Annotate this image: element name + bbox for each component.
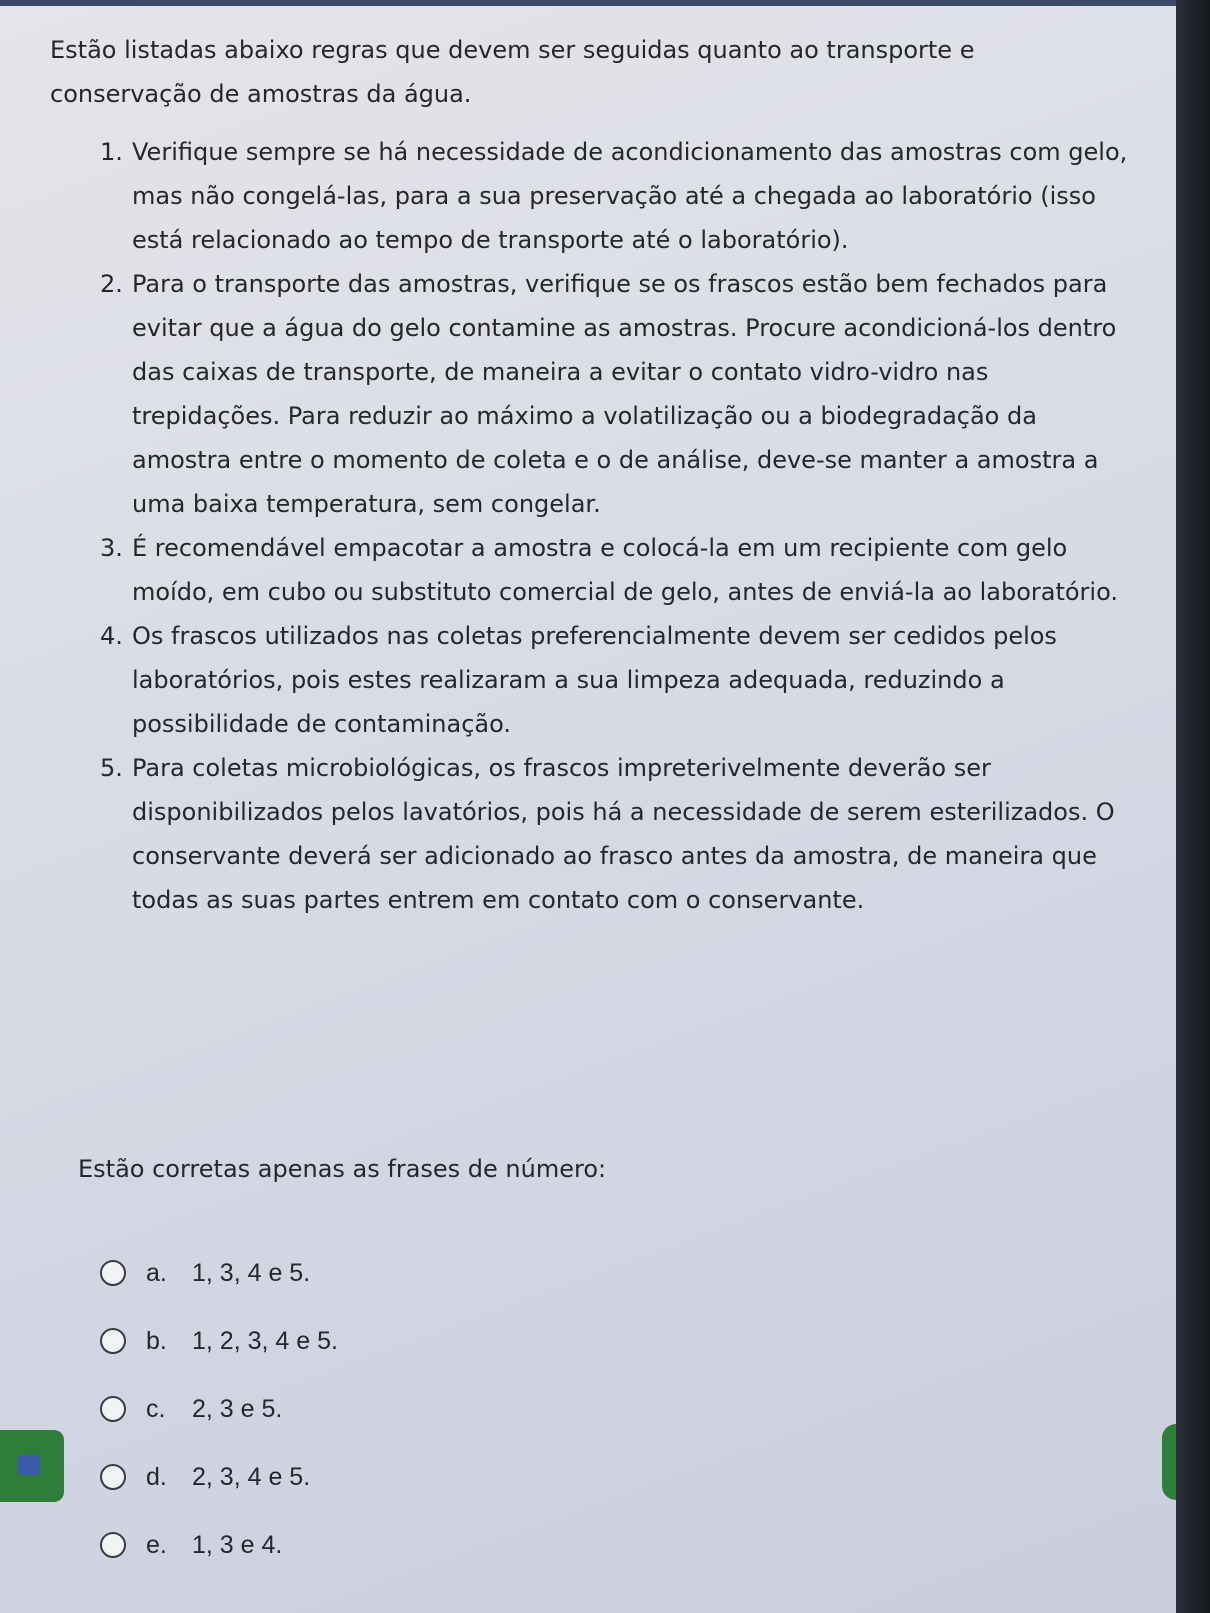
option-letter: c. [146, 1394, 166, 1423]
rule-number: 4. [100, 622, 123, 650]
rule-item-5 [100, 746, 1130, 922]
option-e[interactable] [100, 1526, 338, 1564]
answer-options [100, 1254, 338, 1594]
radio-button-b[interactable] [100, 1328, 126, 1354]
option-a[interactable] [100, 1254, 338, 1292]
rule-text: Para o transporte das amostras, verifique se os frascos estão bem fechados para evitar que a água do gelo contamine as amostras. Procure acondicioná-los dentro das caixas de transporte, de maneira a evitar o contato vidro-vidro nas trepidações. Para reduzir ao máximo a volatilização ou a biodegradação da amostra entre o momento de coleta e o de análise, deve-se manter a amostra a uma baixa temperatura, sem congelar. [132, 270, 1117, 518]
option-d[interactable] [100, 1458, 338, 1496]
option-text: 1, 3 e 4. [192, 1530, 283, 1559]
rules-list [100, 130, 1130, 922]
rule-text: Verifique sempre se há necessidade de acondicionamento das amostras com gelo, mas não congelá-las, para a sua preservação até a chegada ao laboratório (isso está relacionado ao tempo de transporte até o laboratório). [132, 138, 1128, 254]
option-letter: e. [146, 1530, 167, 1559]
question-intro: Estão listadas abaixo regras que devem ser seguidas quanto ao transporte e conservação de amostras da água. [50, 36, 975, 108]
option-letter: d. [146, 1462, 167, 1491]
rule-number: 5. [100, 754, 123, 782]
option-text: 2, 3 e 5. [192, 1394, 283, 1423]
screen-bezel [1176, 0, 1210, 1613]
rule-number: 2. [100, 270, 123, 298]
radio-button-d[interactable] [100, 1464, 126, 1490]
option-letter: b. [146, 1326, 167, 1355]
option-letter: a. [146, 1258, 167, 1287]
rule-item-4 [100, 614, 1130, 746]
radio-button-e[interactable] [100, 1532, 126, 1558]
option-b[interactable] [100, 1322, 338, 1360]
radio-button-c[interactable] [100, 1396, 126, 1422]
rule-text: Para coletas microbiológicas, os frascos impreterivelmente deverão ser disponibilizados pelos lavatórios, pois há a necessidade de serem esterilizados. O conservante deverá ser adicionado ao frasco antes da amostra, de maneira que todas as suas partes entrem em contato com o conservante. [132, 754, 1115, 914]
square-icon [18, 1455, 40, 1475]
rule-item-3 [100, 526, 1130, 614]
left-side-tab[interactable] [0, 1430, 64, 1502]
rule-text: É recomendável empacotar a amostra e colocá-la em um recipiente com gelo moído, em cubo ou substituto comercial de gelo, antes de enviá-la ao laboratório. [132, 534, 1118, 606]
option-text: 2, 3, 4 e 5. [192, 1462, 311, 1491]
rule-item-2 [100, 262, 1130, 526]
rule-number: 3. [100, 534, 123, 562]
rule-number: 1. [100, 138, 123, 166]
rule-item-1 [100, 130, 1130, 262]
option-text: 1, 3, 4 e 5. [192, 1258, 311, 1287]
option-text: 1, 2, 3, 4 e 5. [192, 1326, 338, 1355]
rule-text: Os frascos utilizados nas coletas preferencialmente devem ser cedidos pelos laboratórios, pois estes realizaram a sua limpeza adequada, reduzindo a possibilidade de contaminação. [132, 622, 1057, 738]
option-c[interactable] [100, 1390, 338, 1428]
radio-button-a[interactable] [100, 1260, 126, 1286]
question-prompt: Estão corretas apenas as frases de número: [78, 1155, 607, 1183]
